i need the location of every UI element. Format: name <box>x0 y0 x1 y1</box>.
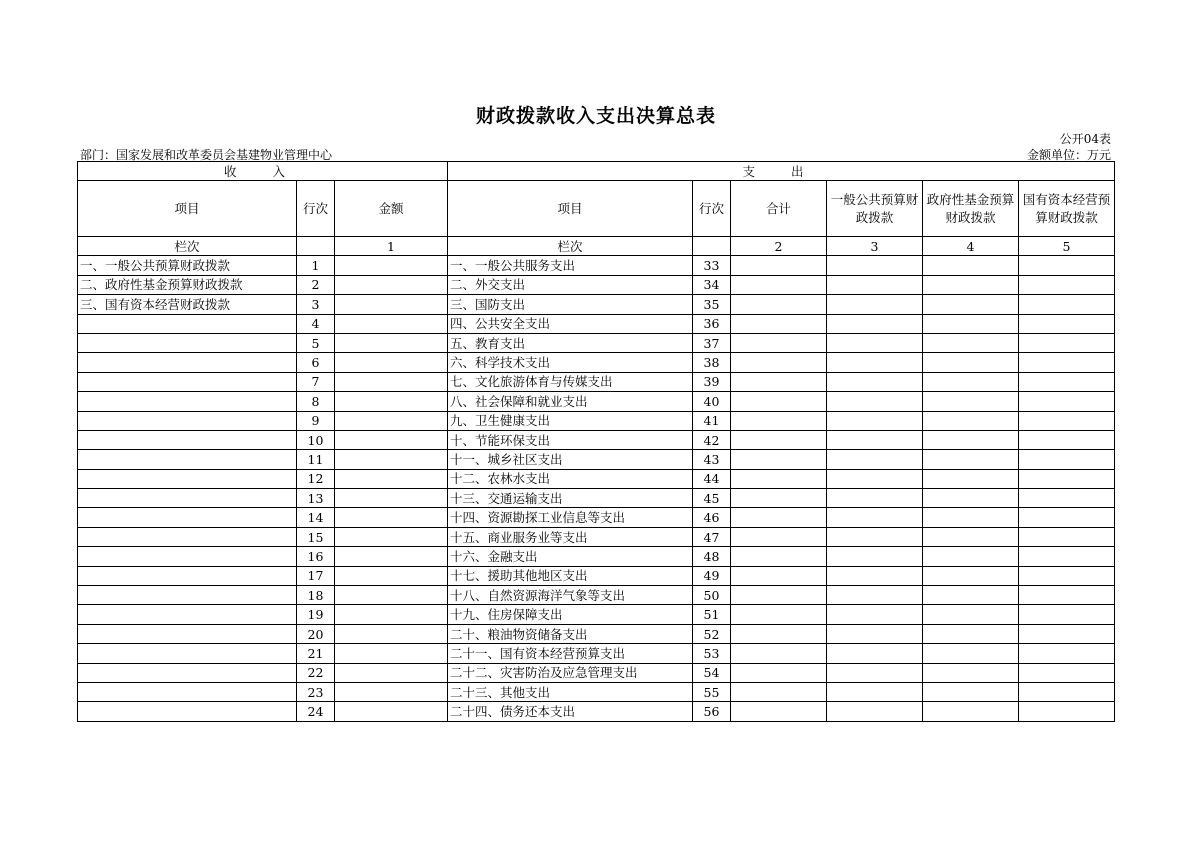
gov-fund-cell <box>923 411 1019 430</box>
income-item-cell <box>78 333 297 352</box>
income-item-cell <box>78 489 297 508</box>
table-row <box>78 644 1115 663</box>
income-item-cell <box>78 644 297 663</box>
expense-item-cell: 三、国防支出 <box>448 295 693 314</box>
expense-row-no-cell: 45 <box>693 489 731 508</box>
table-row <box>78 353 1115 372</box>
total-cell <box>731 411 827 430</box>
income-item-cell <box>78 682 297 701</box>
total-cell <box>731 353 827 372</box>
income-row-no-cell: 9 <box>297 411 335 430</box>
expense-section-header: 支 出 <box>448 162 1115 181</box>
income-item-cell <box>78 547 297 566</box>
state-capital-cell <box>1019 430 1115 449</box>
expense-row-no-cell: 44 <box>693 469 731 488</box>
table-row <box>78 547 1115 566</box>
expense-row-no-cell: 41 <box>693 411 731 430</box>
expense-row-no-cell: 50 <box>693 586 731 605</box>
income-item-cell <box>78 702 297 721</box>
general-budget-cell <box>827 372 923 391</box>
total-cell <box>731 372 827 391</box>
gov-fund-cell <box>923 663 1019 682</box>
section-header-row <box>78 162 1115 181</box>
table-row <box>78 411 1115 430</box>
table-row <box>78 508 1115 527</box>
income-item-cell <box>78 469 297 488</box>
general-budget-cell <box>827 605 923 624</box>
table-row <box>78 275 1115 294</box>
income-row-no-cell: 15 <box>297 527 335 546</box>
total-cell <box>731 450 827 469</box>
state-capital-cell <box>1019 392 1115 411</box>
income-amount-index: 1 <box>335 237 448 256</box>
income-amount-cell <box>335 256 448 275</box>
state-capital-cell <box>1019 450 1115 469</box>
income-amount-cell <box>335 663 448 682</box>
income-amount-cell <box>335 314 448 333</box>
income-item-cell <box>78 566 297 585</box>
income-item-cell <box>78 508 297 527</box>
general-budget-cell <box>827 411 923 430</box>
income-amount-cell <box>335 644 448 663</box>
expense-row-no-cell: 53 <box>693 644 731 663</box>
income-row-no-cell: 4 <box>297 314 335 333</box>
income-row-no-cell: 23 <box>297 682 335 701</box>
expense-item-header: 项目 <box>448 181 693 237</box>
state-capital-cell <box>1019 489 1115 508</box>
income-row-no-cell: 11 <box>297 450 335 469</box>
income-row-index-cell <box>297 237 335 256</box>
income-item-cell <box>78 605 297 624</box>
expense-item-cell: 二十三、其他支出 <box>448 682 693 701</box>
income-row-no-cell: 8 <box>297 392 335 411</box>
gov-fund-cell <box>923 489 1019 508</box>
income-amount-cell <box>335 372 448 391</box>
state-capital-cell <box>1019 372 1115 391</box>
expense-index-label: 栏次 <box>448 237 693 256</box>
expense-item-cell: 十、节能环保支出 <box>448 430 693 449</box>
gov-fund-cell <box>923 682 1019 701</box>
expense-row-no-cell: 54 <box>693 663 731 682</box>
gov-fund-cell <box>923 372 1019 391</box>
general-budget-cell <box>827 547 923 566</box>
state-capital-cell <box>1019 314 1115 333</box>
income-amount-cell <box>335 702 448 721</box>
state-capital-header: 国有资本经营预算财政拨款 <box>1019 181 1115 237</box>
state-capital-cell <box>1019 295 1115 314</box>
expense-item-cell: 十八、自然资源海洋气象等支出 <box>448 586 693 605</box>
general-budget-cell <box>827 624 923 643</box>
total-cell <box>731 333 827 352</box>
income-section-header: 收 入 <box>78 162 448 181</box>
general-budget-cell <box>827 663 923 682</box>
state-capital-cell <box>1019 547 1115 566</box>
general-budget-cell <box>827 430 923 449</box>
total-cell <box>731 295 827 314</box>
expense-row-no-cell: 36 <box>693 314 731 333</box>
expense-item-cell: 一、一般公共服务支出 <box>448 256 693 275</box>
state-capital-cell <box>1019 469 1115 488</box>
gov-fund-cell <box>923 469 1019 488</box>
state-capital-cell <box>1019 605 1115 624</box>
expense-row-index-cell <box>693 237 731 256</box>
state-capital-cell <box>1019 566 1115 585</box>
expense-row-no-cell: 34 <box>693 275 731 294</box>
income-amount-cell <box>335 392 448 411</box>
general-budget-header: 一般公共预算财政拨款 <box>827 181 923 237</box>
column-index-row <box>78 237 1115 256</box>
income-amount-cell <box>335 566 448 585</box>
gov-fund-cell <box>923 295 1019 314</box>
income-row-no-cell: 17 <box>297 566 335 585</box>
expense-item-cell: 十五、商业服务业等支出 <box>448 527 693 546</box>
department-label: 部门：国家发展和改革委员会基建物业管理中心 <box>80 148 333 162</box>
income-row-no-header: 行次 <box>297 181 335 237</box>
general-budget-cell <box>827 489 923 508</box>
form-code: 公开04表 <box>1059 132 1111 146</box>
total-cell <box>731 392 827 411</box>
state-capital-cell <box>1019 275 1115 294</box>
total-cell <box>731 256 827 275</box>
total-cell <box>731 682 827 701</box>
income-item-cell <box>78 392 297 411</box>
income-amount-cell <box>335 624 448 643</box>
table-row <box>78 586 1115 605</box>
income-item-cell <box>78 663 297 682</box>
expense-item-cell: 五、教育支出 <box>448 333 693 352</box>
table-row <box>78 430 1115 449</box>
general-budget-cell <box>827 527 923 546</box>
income-row-no-cell: 16 <box>297 547 335 566</box>
expense-row-no-cell: 40 <box>693 392 731 411</box>
state-capital-cell <box>1019 333 1115 352</box>
total-cell <box>731 489 827 508</box>
general-budget-cell <box>827 586 923 605</box>
total-index: 2 <box>731 237 827 256</box>
expense-item-cell: 七、文化旅游体育与传媒支出 <box>448 372 693 391</box>
total-cell <box>731 275 827 294</box>
total-cell <box>731 527 827 546</box>
state-capital-cell <box>1019 586 1115 605</box>
income-amount-cell <box>335 586 448 605</box>
gov-fund-cell <box>923 450 1019 469</box>
expense-item-cell: 十一、城乡社区支出 <box>448 450 693 469</box>
expense-item-cell: 六、科学技术支出 <box>448 353 693 372</box>
gov-fund-cell <box>923 314 1019 333</box>
table-row <box>78 663 1115 682</box>
table-row <box>78 469 1115 488</box>
state-capital-cell <box>1019 624 1115 643</box>
total-cell <box>731 624 827 643</box>
expense-item-cell: 八、社会保障和就业支出 <box>448 392 693 411</box>
income-row-no-cell: 2 <box>297 275 335 294</box>
general-budget-cell <box>827 644 923 663</box>
table-row <box>78 527 1115 546</box>
income-item-cell <box>78 430 297 449</box>
general-budget-cell <box>827 295 923 314</box>
table-row <box>78 682 1115 701</box>
table-row <box>78 392 1115 411</box>
table-row <box>78 489 1115 508</box>
income-row-no-cell: 24 <box>297 702 335 721</box>
income-amount-cell <box>335 605 448 624</box>
expense-item-cell: 二、外交支出 <box>448 275 693 294</box>
income-amount-header: 金额 <box>335 181 448 237</box>
table-row <box>78 702 1115 721</box>
income-amount-cell <box>335 333 448 352</box>
state-capital-cell <box>1019 663 1115 682</box>
expense-item-cell: 十二、农林水支出 <box>448 469 693 488</box>
general-budget-cell <box>827 314 923 333</box>
income-item-cell: 三、国有资本经营财政拨款 <box>78 295 297 314</box>
gov-fund-cell <box>923 605 1019 624</box>
gov-fund-cell <box>923 430 1019 449</box>
table-row <box>78 372 1115 391</box>
gov-fund-cell <box>923 392 1019 411</box>
income-amount-cell <box>335 682 448 701</box>
total-cell <box>731 586 827 605</box>
income-amount-cell <box>335 489 448 508</box>
expense-row-no-cell: 39 <box>693 372 731 391</box>
income-row-no-cell: 5 <box>297 333 335 352</box>
total-cell <box>731 314 827 333</box>
expense-row-no-cell: 38 <box>693 353 731 372</box>
general-budget-index: 3 <box>827 237 923 256</box>
expense-row-no-cell: 35 <box>693 295 731 314</box>
state-capital-index: 5 <box>1019 237 1115 256</box>
total-cell <box>731 605 827 624</box>
income-row-no-cell: 1 <box>297 256 335 275</box>
gov-fund-cell <box>923 333 1019 352</box>
total-cell <box>731 566 827 585</box>
expense-row-no-cell: 46 <box>693 508 731 527</box>
expense-item-cell: 二十四、债务还本支出 <box>448 702 693 721</box>
table-row <box>78 605 1115 624</box>
income-item-cell <box>78 411 297 430</box>
gov-fund-cell <box>923 644 1019 663</box>
income-row-no-cell: 22 <box>297 663 335 682</box>
expense-item-cell: 十三、交通运输支出 <box>448 489 693 508</box>
page-title: 财政拨款收入支出决算总表 <box>475 105 716 127</box>
income-row-no-cell: 19 <box>297 605 335 624</box>
gov-fund-header: 政府性基金预算财政拨款 <box>923 181 1019 237</box>
income-item-cell: 二、政府性基金预算财政拨款 <box>78 275 297 294</box>
general-budget-cell <box>827 392 923 411</box>
general-budget-cell <box>827 566 923 585</box>
table-row <box>78 314 1115 333</box>
expense-row-no-cell: 33 <box>693 256 731 275</box>
general-budget-cell <box>827 333 923 352</box>
income-item-cell <box>78 314 297 333</box>
expense-item-cell: 四、公共安全支出 <box>448 314 693 333</box>
income-item-cell <box>78 624 297 643</box>
expense-item-cell: 二十二、灾害防治及应急管理支出 <box>448 663 693 682</box>
income-item-cell <box>78 450 297 469</box>
income-row-no-cell: 7 <box>297 372 335 391</box>
income-row-no-cell: 3 <box>297 295 335 314</box>
income-row-no-cell: 13 <box>297 489 335 508</box>
income-row-no-cell: 14 <box>297 508 335 527</box>
income-amount-cell <box>335 430 448 449</box>
state-capital-cell <box>1019 644 1115 663</box>
expense-item-cell: 二十、粮油物资储备支出 <box>448 624 693 643</box>
expense-item-cell: 十九、住房保障支出 <box>448 605 693 624</box>
expense-item-cell: 九、卫生健康支出 <box>448 411 693 430</box>
state-capital-cell <box>1019 508 1115 527</box>
general-budget-cell <box>827 450 923 469</box>
expense-row-no-cell: 52 <box>693 624 731 643</box>
income-row-no-cell: 12 <box>297 469 335 488</box>
total-cell <box>731 508 827 527</box>
state-capital-cell <box>1019 353 1115 372</box>
income-row-no-cell: 6 <box>297 353 335 372</box>
income-amount-cell <box>335 353 448 372</box>
gov-fund-cell <box>923 566 1019 585</box>
income-item-cell: 一、一般公共预算财政拨款 <box>78 256 297 275</box>
income-amount-cell <box>335 547 448 566</box>
total-cell <box>731 547 827 566</box>
expense-row-no-header: 行次 <box>693 181 731 237</box>
total-cell <box>731 663 827 682</box>
gov-fund-cell <box>923 353 1019 372</box>
gov-fund-index: 4 <box>923 237 1019 256</box>
expense-row-no-cell: 56 <box>693 702 731 721</box>
column-header-row <box>78 181 1115 237</box>
total-cell <box>731 469 827 488</box>
income-row-no-cell: 18 <box>297 586 335 605</box>
income-item-header: 项目 <box>78 181 297 237</box>
income-amount-cell <box>335 275 448 294</box>
gov-fund-cell <box>923 527 1019 546</box>
income-amount-cell <box>335 450 448 469</box>
expense-row-no-cell: 51 <box>693 605 731 624</box>
total-cell <box>731 702 827 721</box>
income-amount-cell <box>335 469 448 488</box>
income-row-no-cell: 20 <box>297 624 335 643</box>
general-budget-cell <box>827 256 923 275</box>
expense-row-no-cell: 43 <box>693 450 731 469</box>
income-index-label: 栏次 <box>78 237 297 256</box>
general-budget-cell <box>827 682 923 701</box>
expense-item-cell: 十六、金融支出 <box>448 547 693 566</box>
gov-fund-cell <box>923 586 1019 605</box>
state-capital-cell <box>1019 411 1115 430</box>
income-item-cell <box>78 527 297 546</box>
general-budget-cell <box>827 275 923 294</box>
general-budget-cell <box>827 508 923 527</box>
table-row <box>78 256 1115 275</box>
total-header: 合计 <box>731 181 827 237</box>
gov-fund-cell <box>923 275 1019 294</box>
gov-fund-cell <box>923 508 1019 527</box>
budget-table <box>77 161 1115 722</box>
expense-row-no-cell: 48 <box>693 547 731 566</box>
gov-fund-cell <box>923 547 1019 566</box>
income-item-cell <box>78 586 297 605</box>
gov-fund-cell <box>923 702 1019 721</box>
expense-row-no-cell: 55 <box>693 682 731 701</box>
table-row <box>78 450 1115 469</box>
total-cell <box>731 430 827 449</box>
income-item-cell <box>78 353 297 372</box>
income-row-no-cell: 10 <box>297 430 335 449</box>
gov-fund-cell <box>923 256 1019 275</box>
expense-row-no-cell: 42 <box>693 430 731 449</box>
state-capital-cell <box>1019 527 1115 546</box>
general-budget-cell <box>827 469 923 488</box>
state-capital-cell <box>1019 256 1115 275</box>
expense-item-cell: 十七、援助其他地区支出 <box>448 566 693 585</box>
state-capital-cell <box>1019 702 1115 721</box>
gov-fund-cell <box>923 624 1019 643</box>
table-row <box>78 624 1115 643</box>
expense-row-no-cell: 37 <box>693 333 731 352</box>
table-row <box>78 295 1115 314</box>
expense-row-no-cell: 47 <box>693 527 731 546</box>
income-item-cell <box>78 372 297 391</box>
general-budget-cell <box>827 353 923 372</box>
income-amount-cell <box>335 411 448 430</box>
income-amount-cell <box>335 527 448 546</box>
expense-row-no-cell: 49 <box>693 566 731 585</box>
state-capital-cell <box>1019 682 1115 701</box>
table-row <box>78 566 1115 585</box>
expense-item-cell: 二十一、国有资本经营预算支出 <box>448 644 693 663</box>
amount-unit-label: 金额单位：万元 <box>1026 148 1111 162</box>
general-budget-cell <box>827 702 923 721</box>
expense-item-cell: 十四、资源勘探工业信息等支出 <box>448 508 693 527</box>
total-cell <box>731 644 827 663</box>
table-row <box>78 333 1115 352</box>
income-row-no-cell: 21 <box>297 644 335 663</box>
income-amount-cell <box>335 508 448 527</box>
income-amount-cell <box>335 295 448 314</box>
